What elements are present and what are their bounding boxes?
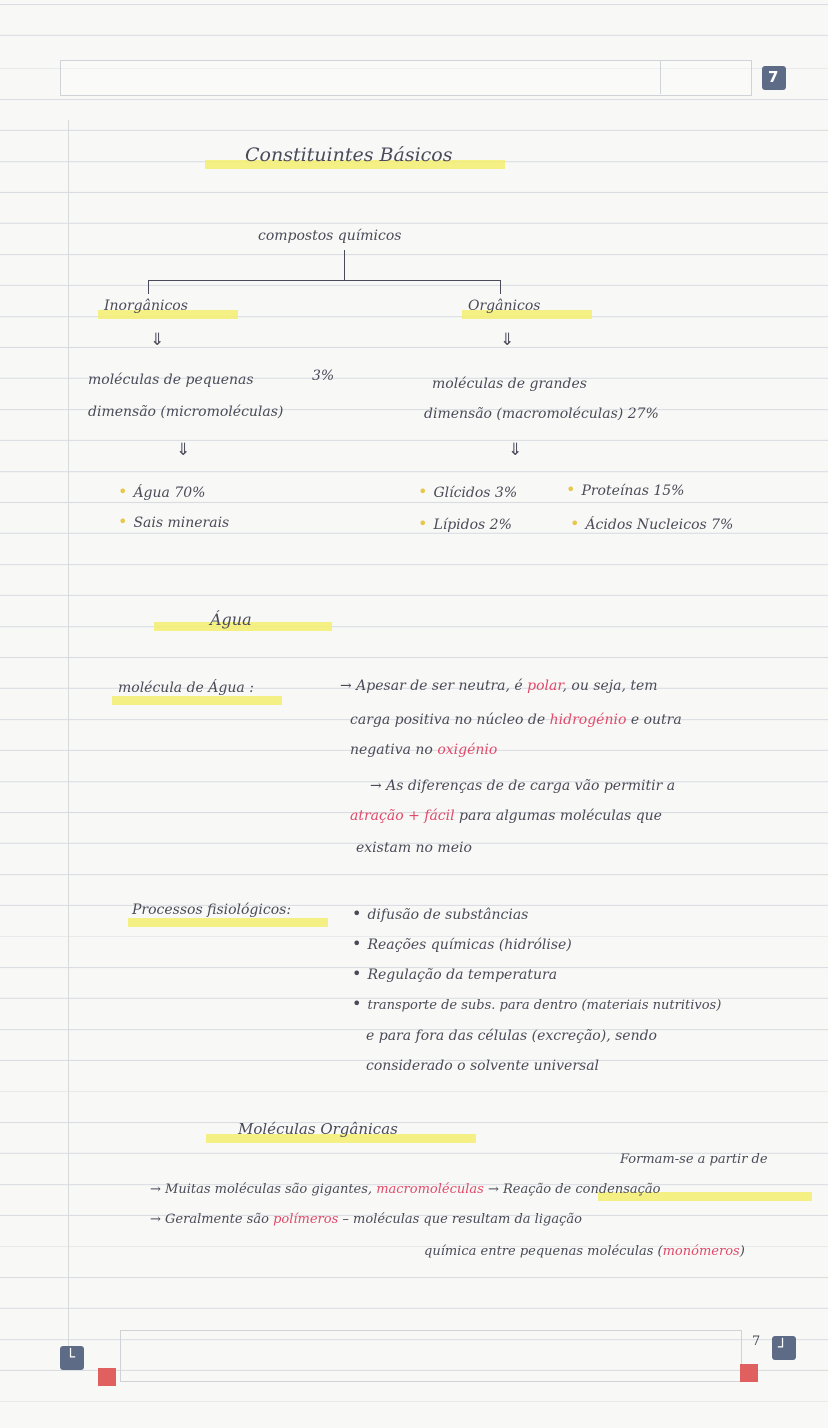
header-box bbox=[60, 60, 752, 96]
water-molecule-label: molécula de Água : bbox=[118, 680, 254, 696]
water-line5: atração + fácil para algumas moléculas que bbox=[350, 808, 662, 824]
organic-item-nucleic-acids: • Ácidos Nucleicos 7% bbox=[570, 514, 734, 533]
organic-molecules-heading: Moléculas Orgânicas bbox=[238, 1120, 398, 1138]
corner-mark-left-icon: └ bbox=[60, 1346, 84, 1370]
organic-molecules-note: Formam-se a partir de bbox=[620, 1152, 768, 1167]
header-box-divider bbox=[660, 60, 751, 94]
margin-line bbox=[68, 120, 69, 1370]
processes-highlight bbox=[128, 918, 328, 927]
organic-line2: dimensão (macromoléculas) 27% bbox=[424, 406, 659, 422]
water-line3: negativa no oxigénio bbox=[350, 742, 498, 758]
red-marker-left bbox=[98, 1368, 116, 1386]
organic-molecules-line2: → Geralmente são polímeros – moléculas que resultam da ligação bbox=[150, 1212, 582, 1227]
process-continuation-2: considerado o solvente universal bbox=[366, 1058, 600, 1074]
inorganic-label: Inorgânicos bbox=[104, 298, 188, 314]
footer-page-number: 7 bbox=[752, 1334, 761, 1349]
tree-stem bbox=[344, 250, 345, 280]
organic-item-lipids: • Lípidos 2% bbox=[418, 514, 512, 533]
red-marker-right bbox=[740, 1364, 758, 1382]
process-item: • transporte de subs. para dentro (materiais nutritivos) bbox=[352, 994, 722, 1013]
tree-root-label: compostos químicos bbox=[258, 228, 402, 244]
page-number-badge: 7 bbox=[762, 66, 786, 90]
water-line1: → Apesar de ser neutra, é polar, ou seja, tem bbox=[340, 678, 658, 694]
process-continuation-1: e para fora das células (excreção), sendo bbox=[366, 1028, 657, 1044]
process-item: • Regulação da temperatura bbox=[352, 964, 558, 983]
water-line6: existam no meio bbox=[356, 840, 472, 856]
page-title: Constituintes Básicos bbox=[245, 144, 453, 166]
footer-box bbox=[120, 1330, 742, 1382]
water-label-highlight bbox=[112, 696, 282, 705]
inorganic-item-salts: • Sais minerais bbox=[118, 512, 230, 531]
tree-right-drop bbox=[500, 280, 501, 294]
tree-branch bbox=[148, 280, 500, 281]
organic-item-glicids: • Glícidos 3% bbox=[418, 482, 518, 501]
inorganic-line1: moléculas de pequenas bbox=[88, 372, 254, 388]
processes-label: Processos fisiológicos: bbox=[132, 902, 292, 918]
water-heading: Água bbox=[210, 610, 252, 629]
organic-molecules-line1: → Muitas moléculas são gigantes, macromoléculas → Reação de condensação bbox=[150, 1182, 661, 1197]
inorganic-item-water: • Água 70% bbox=[118, 482, 206, 501]
double-down-arrow-icon: ⇓ bbox=[176, 440, 191, 460]
water-line4: → As diferenças de de carga vão permitir a bbox=[370, 778, 676, 794]
double-down-arrow-icon: ⇓ bbox=[150, 330, 165, 350]
organic-label: Orgânicos bbox=[468, 298, 541, 314]
water-line2: carga positiva no núcleo de hidrogénio e outra bbox=[350, 712, 682, 728]
corner-mark-right-icon: ┘ bbox=[772, 1336, 796, 1360]
inorganic-pct: 3% bbox=[312, 368, 335, 384]
organic-item-proteins: • Proteínas 15% bbox=[566, 480, 685, 499]
inorganic-line2: dimensão (micromoléculas) bbox=[88, 404, 284, 420]
process-item: • difusão de substâncias bbox=[352, 904, 529, 923]
double-down-arrow-icon: ⇓ bbox=[508, 440, 523, 460]
organic-molecules-line3: química entre pequenas moléculas (monómeros) bbox=[424, 1244, 745, 1259]
organic-line1: moléculas de grandes bbox=[432, 376, 587, 392]
process-item: • Reações químicas (hidrólise) bbox=[352, 934, 572, 953]
tree-left-drop bbox=[148, 280, 149, 294]
double-down-arrow-icon: ⇓ bbox=[500, 330, 515, 350]
